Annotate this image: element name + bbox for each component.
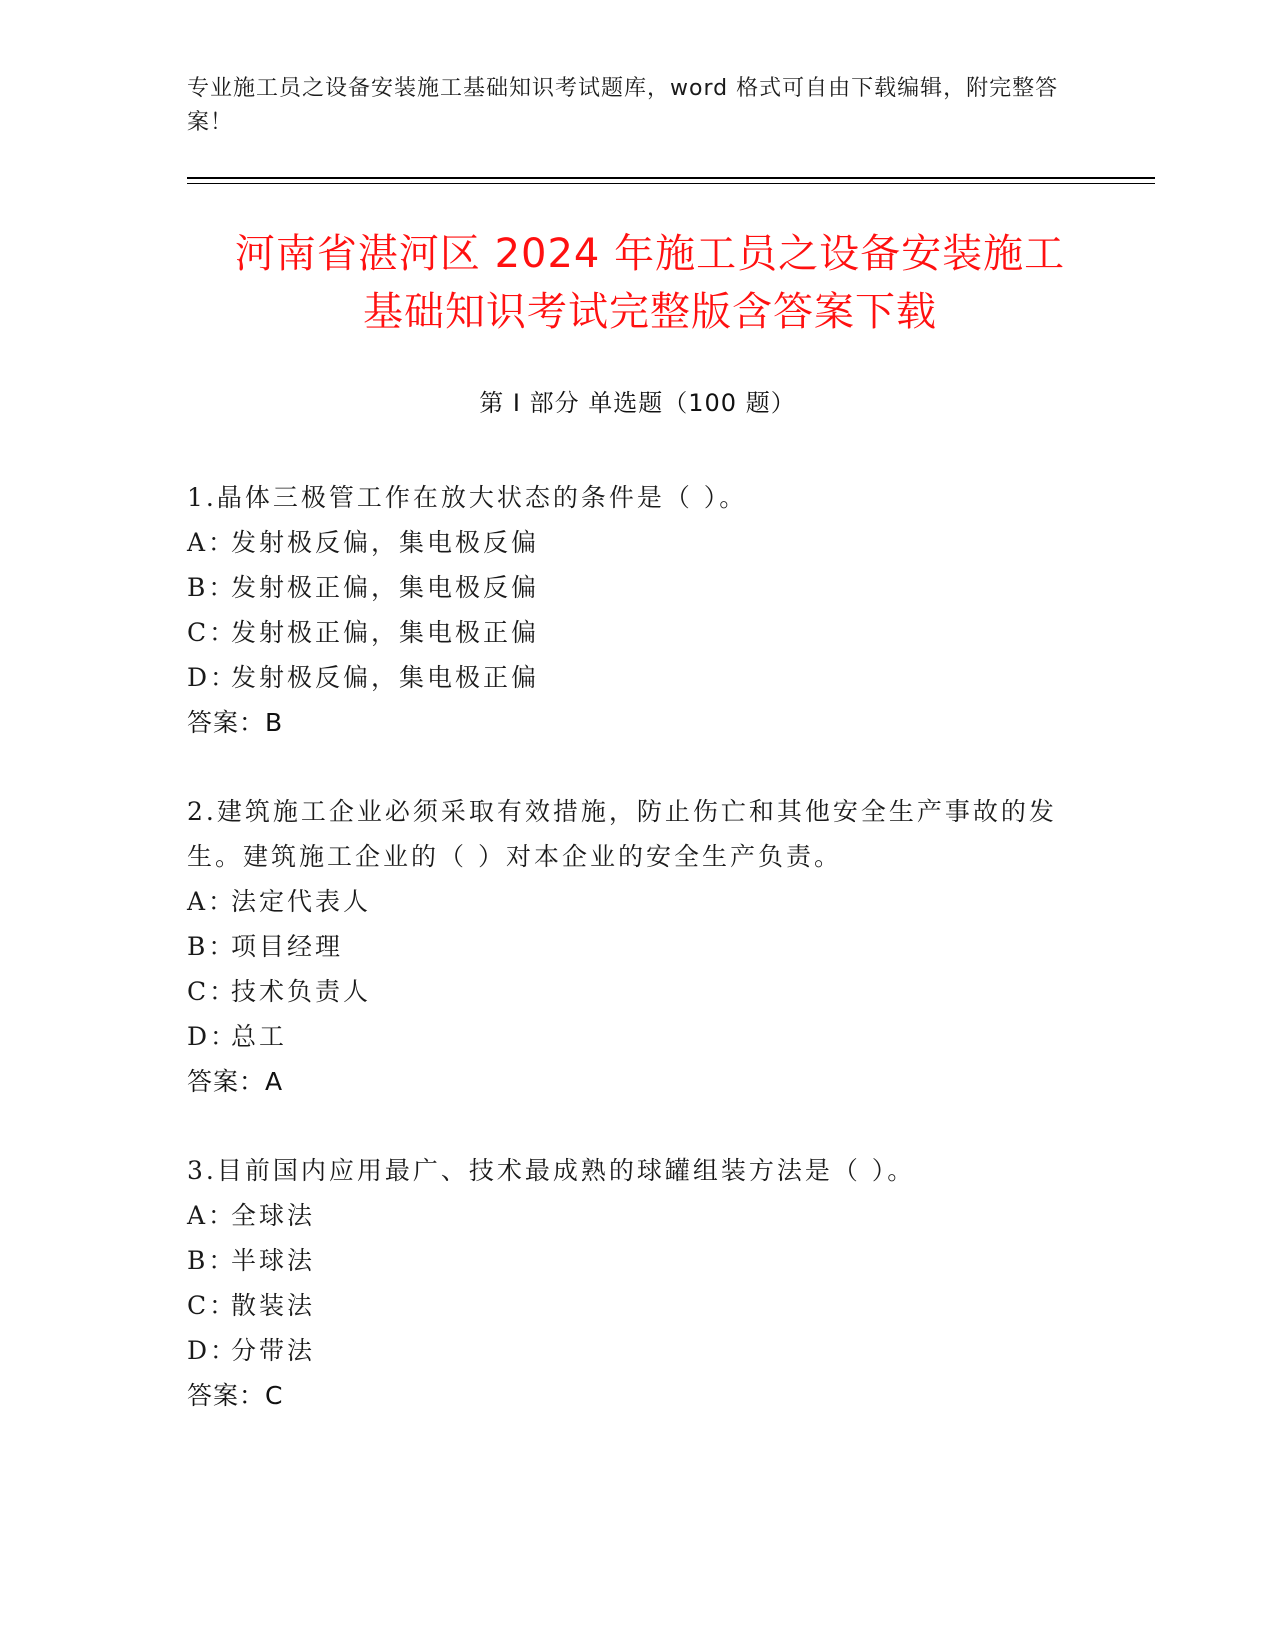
option-label: A： (187, 1201, 237, 1230)
question-stem: 3.目前国内应用最广、技术最成熟的球罐组装方法是（ ）。 (187, 1156, 916, 1185)
option-d (187, 1328, 1087, 1373)
option-text: 法定代表人 (231, 887, 372, 916)
option-text: 发射极正偏，集电极正偏 (231, 618, 540, 647)
option-label: A： (187, 528, 237, 557)
option-label: B： (187, 573, 237, 602)
option-text: 散装法 (231, 1291, 316, 1320)
option-text: 发射极正偏，集电极反偏 (231, 573, 540, 602)
option-label: C： (187, 1291, 238, 1320)
option-label: C： (187, 977, 238, 1006)
option-c (187, 610, 1087, 655)
option-label: C： (187, 618, 238, 647)
option-a (187, 520, 1087, 565)
header-divider-thin (187, 183, 1155, 184)
option-text: 技术负责人 (231, 977, 372, 1006)
option-text: 发射极反偏，集电极反偏 (231, 528, 540, 557)
question-2 (187, 789, 1087, 1104)
answer-line: 答案：C (187, 1381, 284, 1410)
option-text: 发射极反偏，集电极正偏 (231, 663, 540, 692)
option-label: A： (187, 887, 237, 916)
option-label: B： (187, 1246, 237, 1275)
option-label: D： (187, 1022, 239, 1051)
header-note: 专业施工员之设备安装施工基础知识考试题库，word 格式可自由下载编辑，附完整答案！ (187, 76, 1059, 135)
option-b (187, 1238, 1087, 1283)
answer-line: 答案：A (187, 1067, 284, 1096)
header-divider-thick (187, 177, 1155, 179)
option-c (187, 1283, 1087, 1328)
document-title (150, 225, 1150, 341)
option-b (187, 565, 1087, 610)
question-1 (187, 475, 1087, 745)
option-text: 总工 (231, 1022, 288, 1051)
option-d (187, 655, 1087, 700)
option-a (187, 1193, 1087, 1238)
document-title-line-1: 河南省湛河区 2024 年施工员之设备安装施工 (234, 231, 1066, 277)
option-label: D： (187, 1336, 239, 1365)
option-b (187, 924, 1087, 969)
option-a (187, 879, 1087, 924)
question-list (187, 475, 1087, 1462)
option-text: 分带法 (231, 1336, 316, 1365)
question-stem: 2.建筑施工企业必须采取有效措施，防止伤亡和其他安全生产事故的发生。建筑施工企业的（ ）对本企业的安全生产负责。 (187, 797, 1057, 871)
document-title-line-2: 基础知识考试完整版含答案下载 (363, 289, 937, 335)
question-stem: 1.晶体三极管工作在放大状态的条件是（ ）。 (187, 483, 748, 512)
option-d (187, 1014, 1087, 1059)
option-c (187, 969, 1087, 1014)
question-3 (187, 1148, 1087, 1418)
option-text: 项目经理 (231, 932, 344, 961)
section-heading: 第 I 部分 单选题（100 题） (479, 389, 796, 417)
option-text: 半球法 (231, 1246, 316, 1275)
option-label: B： (187, 932, 237, 961)
option-label: D： (187, 663, 239, 692)
option-text: 全球法 (231, 1201, 316, 1230)
answer-line: 答案：B (187, 708, 284, 737)
